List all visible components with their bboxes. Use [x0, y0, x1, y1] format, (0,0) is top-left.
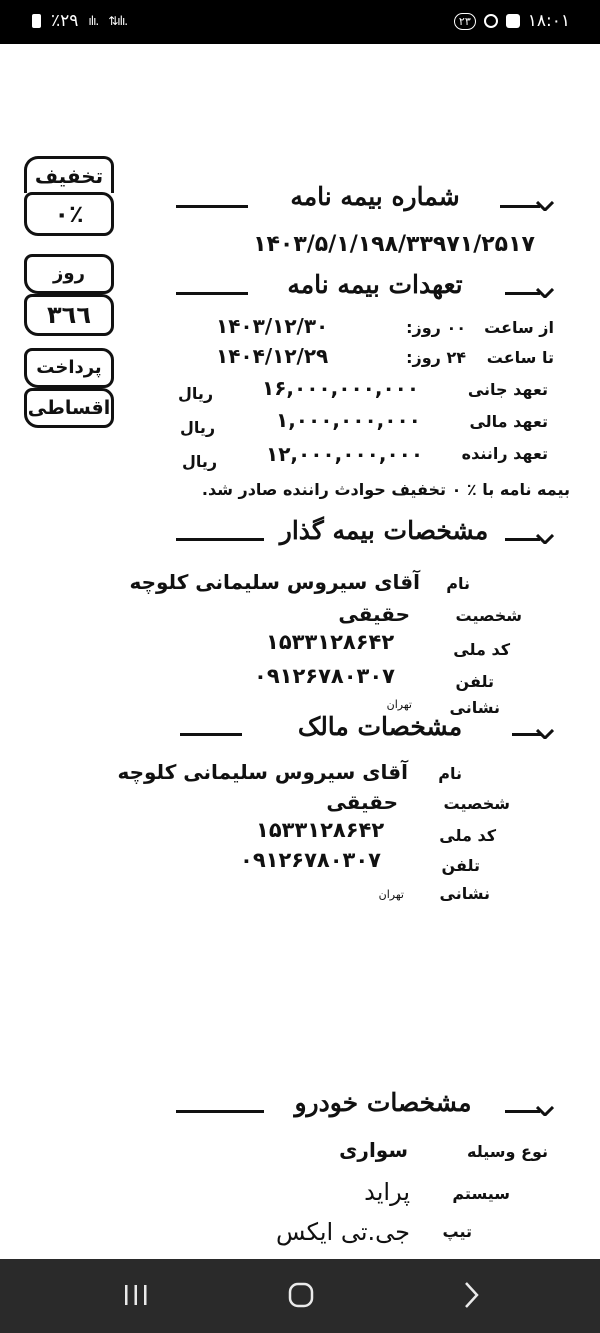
discount-value-box: [24, 192, 114, 236]
commitment-row-amount: ۱۲,۰۰۰,۰۰۰,۰۰۰: [266, 442, 424, 466]
vehicle-rule-right: [505, 1110, 540, 1113]
commitments-rule-left: [176, 292, 248, 295]
battery-icon: [32, 14, 41, 28]
commitment-row-amount: ۱۶,۰۰۰,۰۰۰,۰۰۰: [262, 376, 420, 400]
shield-icon: [484, 14, 498, 28]
policyholder-type-label: شخصیت: [455, 606, 522, 625]
payment-label-box: [24, 348, 114, 388]
policyholder-phone: ۰۹۱۲۶۷۸۰۳۰۷: [254, 664, 395, 688]
to-time-value: ۲۴ روز:: [406, 348, 466, 367]
vehicle-type: سواری: [339, 1138, 408, 1162]
vehicle-model-label: تیپ: [442, 1222, 472, 1241]
days-value-box: [24, 294, 114, 336]
policyholder-address: تهران: [386, 698, 412, 711]
chevron-down-icon: [536, 534, 554, 544]
commitment-row-label: تعهد مالی: [469, 412, 548, 431]
owner-phone: ۰۹۱۲۶۷۸۰۳۰۷: [240, 848, 381, 872]
commitments-title: تعهدات بیمه نامه: [287, 270, 463, 299]
to-time-label: تا ساعت: [486, 348, 554, 367]
data-signal-icon: ⇅ılı.: [108, 14, 128, 28]
vehicle-title: مشخصات خودرو: [294, 1088, 472, 1117]
chevron-down-icon: [536, 1106, 554, 1116]
policyholder-phone-label: تلفن: [455, 672, 494, 691]
policyholder-type: حقیقی: [338, 602, 410, 626]
discount-label-tab: [24, 156, 114, 193]
commitment-row-label: تعهد جانی: [467, 380, 548, 399]
owner-national-id: ۱۵۳۳۱۲۸۶۴۲: [256, 818, 385, 842]
notification-count-badge: ۲۳: [454, 13, 476, 30]
battery-percent: ٪۲۹: [51, 11, 79, 31]
days-value: ٣٦٦: [47, 301, 91, 329]
home-icon[interactable]: [286, 1277, 318, 1313]
owner-title: مشخصات مالک: [297, 712, 463, 741]
owner-rule-left: [180, 733, 242, 736]
policy-number-title: شماره بیمه نامه: [290, 182, 460, 211]
policyholder-rule-right: [505, 538, 540, 541]
owner-type: حقیقی: [326, 790, 398, 814]
back-icon[interactable]: [458, 1277, 486, 1313]
policy-number-rule-right: [500, 205, 540, 208]
owner-name: آقای سیروس سلیمانی کلوچه: [117, 760, 408, 784]
signal-icon: ılı.: [88, 14, 99, 28]
owner-phone-label: تلفن: [441, 856, 480, 875]
vehicle-type-label: نوع وسیله: [467, 1142, 548, 1161]
commitment-row-amount: ۱,۰۰۰,۰۰۰,۰۰۰: [276, 408, 421, 432]
vehicle-system: پراید: [364, 1178, 410, 1206]
chevron-down-icon: [536, 201, 554, 211]
navigation-bar: [0, 1259, 600, 1333]
policyholder-address-label: نشانی: [449, 698, 500, 717]
policyholder-name-label: نام: [446, 574, 470, 593]
days-label: روز: [53, 263, 85, 284]
commitment-row-unit: ریال: [180, 418, 216, 437]
to-date: ۱۴۰۴/۱۲/۲۹: [216, 344, 329, 368]
from-time-value: ۰۰ روز:: [406, 318, 466, 337]
chevron-down-icon: [536, 729, 554, 739]
vehicle-system-label: سیستم: [452, 1184, 510, 1203]
discount-note: بیمه نامه با ٪ ۰ تخفیف حوادث راننده صادر شد.: [201, 480, 570, 499]
owner-type-label: شخصیت: [443, 794, 510, 813]
recents-icon[interactable]: [122, 1277, 150, 1313]
payment-value-box: [24, 388, 114, 428]
status-right: [454, 11, 570, 31]
owner-national-id-label: کد ملی: [439, 826, 496, 845]
status-bar: [0, 0, 600, 44]
commitment-row-unit: ریال: [178, 384, 214, 403]
owner-address-label: نشانی: [439, 884, 490, 903]
owner-address: تهران: [378, 888, 404, 901]
policyholder-name: آقای سیروس سلیمانی کلوچه: [129, 570, 420, 594]
days-label-box: [24, 254, 114, 294]
policyholder-title: مشخصات بیمه گذار: [279, 516, 489, 545]
policy-number: ۱۴۰۳/۵/۱/۱۹۸/۳۳۹۷۱/۲۵۱۷: [253, 232, 535, 257]
policyholder-national-id: ۱۵۳۳۱۲۸۶۴۲: [266, 630, 395, 654]
gallery-icon: [506, 14, 520, 28]
policy-number-rule-left: [176, 205, 248, 208]
from-date: ۱۴۰۳/۱۲/۳۰: [216, 314, 329, 338]
policyholder-national-id-label: کد ملی: [453, 640, 510, 659]
commitments-rule-right: [505, 292, 540, 295]
vehicle-model: جی.تی ایکس: [276, 1218, 410, 1246]
vehicle-rule-left: [176, 1110, 264, 1113]
from-time-label: از ساعت: [484, 318, 554, 337]
status-left: [32, 11, 127, 31]
commitment-row-label: تعهد راننده: [461, 444, 548, 463]
discount-value: ۰٪: [54, 200, 84, 228]
payment-value: اقساطی: [27, 397, 111, 419]
payment-label: پرداخت: [36, 357, 102, 378]
owner-name-label: نام: [438, 764, 462, 783]
chevron-down-icon: [536, 288, 554, 298]
policyholder-rule-left: [176, 538, 264, 541]
discount-label: تخفیف: [34, 164, 104, 188]
commitment-row-unit: ریال: [182, 452, 218, 471]
status-time: ۱۸:۰۱: [527, 11, 570, 31]
